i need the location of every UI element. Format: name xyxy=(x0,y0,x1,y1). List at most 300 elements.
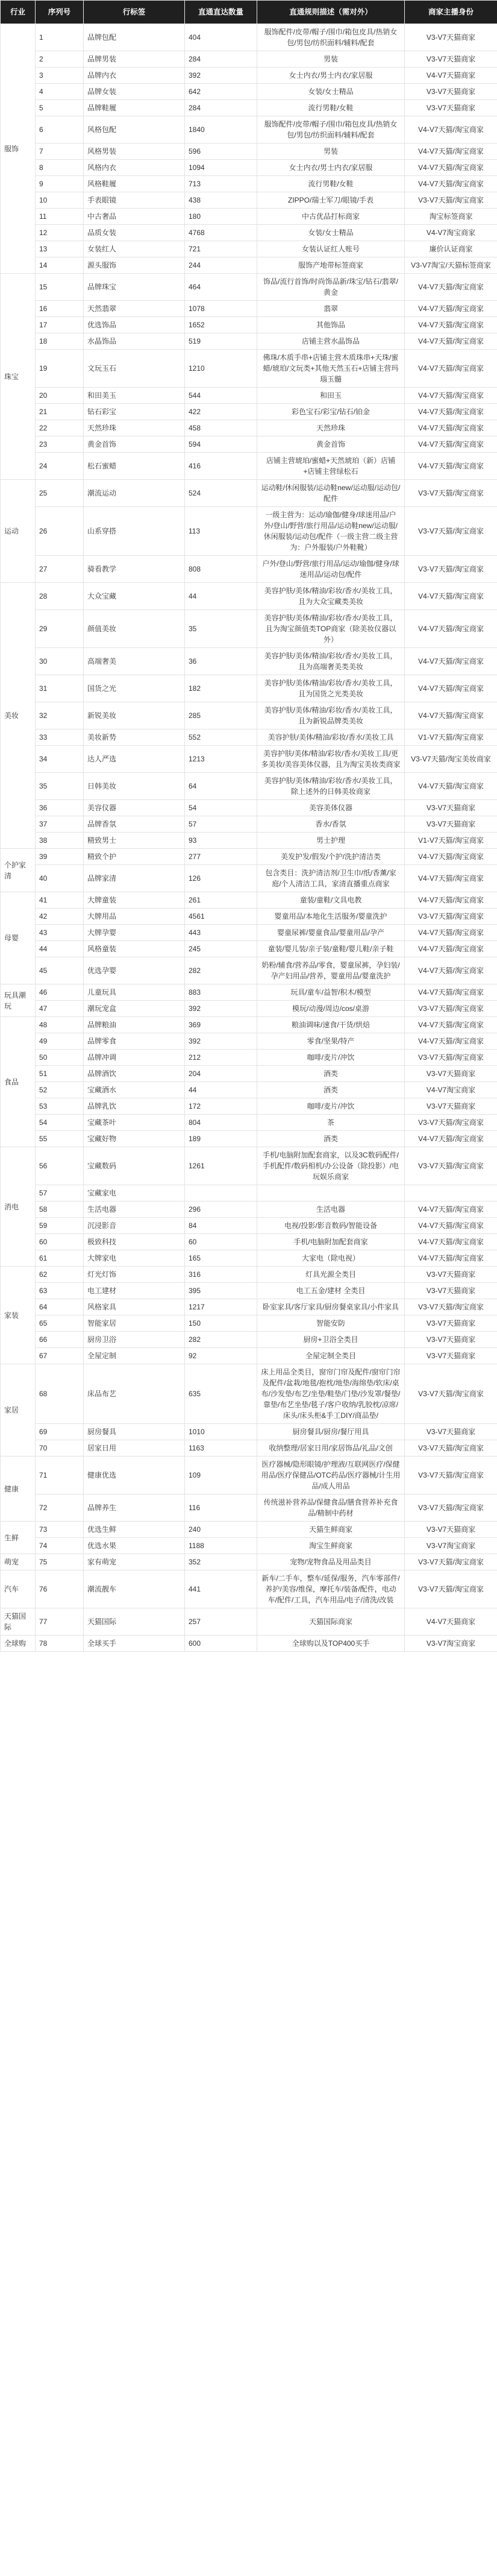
serial-cell: 71 xyxy=(36,1456,84,1494)
table-row xyxy=(1,675,497,702)
serial-cell: 70 xyxy=(36,1440,84,1456)
count-cell: 261 xyxy=(185,892,257,909)
serial-cell: 6 xyxy=(36,116,84,143)
rule-cell: 女装认证红人账号 xyxy=(257,241,405,257)
count-cell: 36 xyxy=(185,648,257,675)
role-cell: V4-V7天猫/淘宝商家 xyxy=(405,1131,497,1147)
role-cell: V3-V7淘宝商家 xyxy=(405,1538,497,1554)
industry-cell: 萌宠 xyxy=(1,1554,36,1570)
tag-cell: 山系穿搭 xyxy=(84,507,185,556)
rule-cell: 卧室家具/客厅家具/厨房餐桌家具/小件家具 xyxy=(257,1299,405,1315)
role-cell: V3-V7天猫/淘宝商家 xyxy=(405,1494,497,1522)
tag-cell: 品牌家清 xyxy=(84,865,185,892)
serial-cell: 57 xyxy=(36,1185,84,1201)
serial-cell: 56 xyxy=(36,1147,84,1185)
role-cell: V4-V7天猫/淘宝商家 xyxy=(405,610,497,648)
table-row xyxy=(1,192,497,209)
rule-cell: 和田玉 xyxy=(257,388,405,404)
count-cell: 352 xyxy=(185,1554,257,1570)
role-cell: V3-V7天猫/淘宝商家 xyxy=(405,1299,497,1315)
table-row xyxy=(1,420,497,436)
table-row xyxy=(1,1608,497,1636)
serial-cell: 77 xyxy=(36,1608,84,1636)
serial-cell: 67 xyxy=(36,1348,84,1364)
role-cell: V4-V7天猫/淘宝商家 xyxy=(405,317,497,333)
table-row xyxy=(1,1456,497,1494)
header-tag: 行标签 xyxy=(84,1,185,24)
table-row xyxy=(1,1570,497,1608)
serial-cell: 59 xyxy=(36,1218,84,1234)
rule-cell: 男装 xyxy=(257,143,405,160)
count-cell: 284 xyxy=(185,51,257,68)
role-cell: V4-V7天猫商家 xyxy=(405,68,497,84)
rule-cell: 童装/婴儿装/亲子装/童鞋/婴儿鞋/亲子鞋 xyxy=(257,941,405,957)
count-cell: 116 xyxy=(185,1494,257,1522)
count-cell: 212 xyxy=(185,1050,257,1066)
serial-cell: 66 xyxy=(36,1332,84,1348)
role-cell: V4-V7天猫/淘宝商家 xyxy=(405,176,497,192)
serial-cell: 50 xyxy=(36,1050,84,1066)
table-row xyxy=(1,241,497,257)
tag-cell: 居家日用 xyxy=(84,1440,185,1456)
rule-cell: 天猫生鲜商家 xyxy=(257,1522,405,1538)
count-cell: 277 xyxy=(185,849,257,865)
serial-cell: 37 xyxy=(36,816,84,833)
count-cell: 1094 xyxy=(185,160,257,176)
table-row xyxy=(1,1185,497,1201)
tag-cell: 家有萌宠 xyxy=(84,1554,185,1570)
rule-cell: 一级主营为：运动/瑜伽/健身/球迷用品/户外/登山/野营/旅行用品/运动鞋new/运动服/休闲服装/运动包/配件（一级主营二级主营为：户外服装/户外鞋靴） xyxy=(257,507,405,556)
table-row xyxy=(1,480,497,507)
table-row xyxy=(1,1538,497,1554)
count-cell: 282 xyxy=(185,1332,257,1348)
rule-cell: 美发护发/假发/个护/洗护清洁类 xyxy=(257,849,405,865)
role-cell: V3-V7天猫商家 xyxy=(405,800,497,816)
rule-cell: 美容护肤/美体/精油/彩妆/香水/美妆工具，且为大众宝藏类美妆 xyxy=(257,583,405,610)
tag-cell: 文玩玉石 xyxy=(84,350,185,388)
count-cell: 182 xyxy=(185,675,257,702)
serial-cell: 5 xyxy=(36,100,84,116)
serial-cell: 41 xyxy=(36,892,84,909)
role-cell: V3-V7天猫商家 xyxy=(405,51,497,68)
rule-cell: 收纳整理/居家日用/家居饰品/礼品/文创 xyxy=(257,1440,405,1456)
tag-cell: 和田美玉 xyxy=(84,388,185,404)
rule-cell: 粮油调味/速食/干货/烘焙 xyxy=(257,1017,405,1033)
role-cell: V1-V7天猫/淘宝商家 xyxy=(405,729,497,746)
role-cell: V3-V7天猫/淘宝商家 xyxy=(405,1050,497,1066)
role-cell: V4-V7天猫/淘宝商家 xyxy=(405,583,497,610)
role-cell: V3-V7天猫商家 xyxy=(405,24,497,51)
serial-cell: 68 xyxy=(36,1364,84,1424)
tag-cell: 大众宝藏 xyxy=(84,583,185,610)
rule-cell: 中古优品打标商家 xyxy=(257,209,405,225)
count-cell: 126 xyxy=(185,865,257,892)
rule-cell: 酒类 xyxy=(257,1066,405,1082)
role-cell: V4-V7天猫/淘宝商家 xyxy=(405,436,497,453)
rule-cell: 流行男鞋/女鞋 xyxy=(257,176,405,192)
tag-cell: 品牌零食 xyxy=(84,1033,185,1050)
tag-cell: 中古奢品 xyxy=(84,209,185,225)
serial-cell: 58 xyxy=(36,1201,84,1218)
rule-cell: 奶粉/辅食/营养品/零食，婴童尿裤，孕妇装/孕产妇用品/营养，婴童用品/婴童洗护 xyxy=(257,957,405,984)
tag-cell: 品质女装 xyxy=(84,225,185,241)
role-cell: V4-V7淘宝商家 xyxy=(405,1082,497,1098)
table-row xyxy=(1,1082,497,1098)
rule-cell: 新车/二手车，整车/延保/服务，汽车零部件/养护/美容/维保，摩托车/装备/配件，电动车/配件/工具，汽车用品/电子/清洗/改装 xyxy=(257,1570,405,1608)
count-cell xyxy=(185,1185,257,1201)
serial-cell: 69 xyxy=(36,1424,84,1440)
role-cell: V4-V7天猫/淘宝商家 xyxy=(405,925,497,941)
table-row xyxy=(1,388,497,404)
rule-cell: 美容护肤/美体/精油/彩妆/香水/美妆工具，且为高端奢美类美妆 xyxy=(257,648,405,675)
table-row xyxy=(1,1315,497,1332)
role-cell: V4-V7天猫/淘宝商家 xyxy=(405,274,497,301)
tag-cell: 品牌香氛 xyxy=(84,816,185,833)
count-cell: 92 xyxy=(185,1348,257,1364)
tag-cell: 厨房餐具 xyxy=(84,1424,185,1440)
serial-cell: 35 xyxy=(36,773,84,800)
header-serial: 序列号 xyxy=(36,1,84,24)
tag-cell: 潮流运动 xyxy=(84,480,185,507)
tag-cell: 精致男士 xyxy=(84,833,185,849)
table-row xyxy=(1,1283,497,1299)
rule-cell: ZIPPO/瑞士军刀/眼镜/手表 xyxy=(257,192,405,209)
serial-cell: 38 xyxy=(36,833,84,849)
table-row xyxy=(1,773,497,800)
rule-cell: 女装/女士精品 xyxy=(257,84,405,100)
tag-cell: 天然珍珠 xyxy=(84,420,185,436)
rule-cell: 女士内衣/男士内衣/家居服 xyxy=(257,160,405,176)
count-cell: 519 xyxy=(185,333,257,350)
rule-cell: 美容护肤/美体/精油/彩妆/香水/美妆工具，除上述外的日韩美妆商家 xyxy=(257,773,405,800)
count-cell: 395 xyxy=(185,1283,257,1299)
tag-cell: 钻石彩宝 xyxy=(84,404,185,420)
count-cell: 1188 xyxy=(185,1538,257,1554)
table-row xyxy=(1,746,497,773)
tag-cell: 高端奢美 xyxy=(84,648,185,675)
table-row xyxy=(1,909,497,925)
table-row xyxy=(1,1033,497,1050)
tag-cell: 生活电器 xyxy=(84,1201,185,1218)
rule-cell: 饰品/流行首饰/时尚饰品新/珠宝/钻石/翡翠/黄金 xyxy=(257,274,405,301)
tag-cell: 品牌鞋履 xyxy=(84,100,185,116)
serial-cell: 65 xyxy=(36,1315,84,1332)
serial-cell: 9 xyxy=(36,176,84,192)
role-cell: V4-V7天猫/淘宝商家 xyxy=(405,648,497,675)
rule-cell: 美容美体仪器 xyxy=(257,800,405,816)
industry-cell: 服饰 xyxy=(1,24,36,274)
tag-cell: 手表眼镜 xyxy=(84,192,185,209)
table-row xyxy=(1,24,497,51)
serial-cell: 45 xyxy=(36,957,84,984)
tag-cell: 女装红人 xyxy=(84,241,185,257)
tag-cell: 品牌酒饮 xyxy=(84,1066,185,1082)
count-cell: 204 xyxy=(185,1066,257,1082)
table-body xyxy=(1,24,497,1652)
role-cell: V4-V7天猫/淘宝商家 xyxy=(405,388,497,404)
role-cell: V3-V7天猫商家 xyxy=(405,1424,497,1440)
table-row xyxy=(1,1332,497,1348)
serial-cell: 26 xyxy=(36,507,84,556)
role-cell: V3-V7天猫商家 xyxy=(405,1315,497,1332)
role-cell: V3-V7淘宝/天猫标签商家 xyxy=(405,257,497,274)
rule-cell: 酒类 xyxy=(257,1131,405,1147)
role-cell: V3-V7天猫/淘宝商家 xyxy=(405,1440,497,1456)
table-row xyxy=(1,68,497,84)
rule-cell: 酒类 xyxy=(257,1082,405,1098)
tag-cell: 灯光灯饰 xyxy=(84,1267,185,1283)
table-row xyxy=(1,1131,497,1147)
table-row xyxy=(1,648,497,675)
tag-cell: 宝藏数码 xyxy=(84,1147,185,1185)
rule-cell: 电视/投影/影音数码/智能设备 xyxy=(257,1218,405,1234)
count-cell: 404 xyxy=(185,24,257,51)
count-cell: 524 xyxy=(185,480,257,507)
tag-cell: 优选孕婴 xyxy=(84,957,185,984)
count-cell: 544 xyxy=(185,388,257,404)
rule-cell: 宠物/宠物食品及用品类目 xyxy=(257,1554,405,1570)
rule-cell: 服饰配件/皮带/帽子/围巾/箱包皮具/热销女包/男包/纺织面料/辅料/配套 xyxy=(257,24,405,51)
table-row xyxy=(1,350,497,388)
count-cell: 883 xyxy=(185,984,257,1001)
count-cell: 1163 xyxy=(185,1440,257,1456)
count-cell: 1840 xyxy=(185,116,257,143)
serial-cell: 74 xyxy=(36,1538,84,1554)
count-cell: 245 xyxy=(185,941,257,957)
rule-cell: 玩具/童车/益智/积木/模型 xyxy=(257,984,405,1001)
rule-cell: 黄金首饰 xyxy=(257,436,405,453)
industry-cell: 生鲜 xyxy=(1,1522,36,1554)
role-cell: V3-V7天猫商家 xyxy=(405,1348,497,1364)
serial-cell: 11 xyxy=(36,209,84,225)
tag-cell: 品牌乳饮 xyxy=(84,1098,185,1115)
tag-cell: 健康优选 xyxy=(84,1456,185,1494)
table-row xyxy=(1,1250,497,1267)
role-cell: V3-V7天猫商家 xyxy=(405,816,497,833)
tag-cell: 电工建材 xyxy=(84,1283,185,1299)
tag-cell: 优选饰品 xyxy=(84,317,185,333)
serial-cell: 47 xyxy=(36,1001,84,1017)
tag-cell: 新锐美妆 xyxy=(84,702,185,729)
table-row xyxy=(1,116,497,143)
count-cell: 93 xyxy=(185,833,257,849)
count-cell: 284 xyxy=(185,100,257,116)
rule-cell: 美容护肤/美体/精油/彩妆/香水/美妆工具，且为国货之光类美妆 xyxy=(257,675,405,702)
serial-cell: 10 xyxy=(36,192,84,209)
tag-cell: 品牌男装 xyxy=(84,51,185,68)
tag-cell: 沉浸影音 xyxy=(84,1218,185,1234)
role-cell: V4-V7天猫/淘宝商家 xyxy=(405,160,497,176)
serial-cell: 28 xyxy=(36,583,84,610)
rule-cell: 床上用品全类目，窗帘门帘及配件/窗帘门帘及配件/盆栽/地毯/抱枕/地垫/海绵垫/软床/桌布/沙发垫/布艺/坐垫/鞋垫/门垫/沙发罩/餐垫/靠垫/布艺坐垫/毯子/客户收纳/乳胶枕/凉席/床头/床头柜&手工DIY/商品垫/ xyxy=(257,1364,405,1424)
count-cell: 35 xyxy=(185,610,257,648)
rule-cell: 翡翠 xyxy=(257,301,405,317)
tag-cell: 品牌女装 xyxy=(84,84,185,100)
serial-cell: 75 xyxy=(36,1554,84,1570)
table-row xyxy=(1,453,497,480)
role-cell: V4-V7天猫/淘宝商家 xyxy=(405,404,497,420)
table-row xyxy=(1,1348,497,1364)
tag-cell: 品牌珠宝 xyxy=(84,274,185,301)
table-row xyxy=(1,333,497,350)
count-cell: 1261 xyxy=(185,1147,257,1185)
count-cell: 57 xyxy=(185,816,257,833)
serial-cell: 52 xyxy=(36,1082,84,1098)
serial-cell: 42 xyxy=(36,909,84,925)
table-row xyxy=(1,1554,497,1570)
count-cell: 552 xyxy=(185,729,257,746)
rule-cell: 美容护肤/美体/精油/彩妆/香水/美妆工具，且为新锐品牌类美妆 xyxy=(257,702,405,729)
table-row xyxy=(1,984,497,1001)
serial-cell: 4 xyxy=(36,84,84,100)
role-cell: V3-V7天猫/淘宝美妆商家 xyxy=(405,746,497,773)
rule-cell xyxy=(257,1185,405,1201)
role-cell: V3-V7天猫商家 xyxy=(405,84,497,100)
tag-cell: 风格鞋履 xyxy=(84,176,185,192)
count-cell: 1652 xyxy=(185,317,257,333)
role-cell: V4-V7天猫/淘宝商家 xyxy=(405,143,497,160)
count-cell: 189 xyxy=(185,1131,257,1147)
role-cell: V4-V7天猫/淘宝商家 xyxy=(405,984,497,1001)
role-cell: V4-V7天猫/淘宝商家 xyxy=(405,333,497,350)
tag-cell: 颜值美妆 xyxy=(84,610,185,648)
serial-cell: 54 xyxy=(36,1115,84,1131)
role-cell: 廉价认证商家 xyxy=(405,241,497,257)
count-cell: 64 xyxy=(185,773,257,800)
tag-cell: 儿童玩具 xyxy=(84,984,185,1001)
rule-cell: 童装/童鞋/文具电教 xyxy=(257,892,405,909)
serial-cell: 19 xyxy=(36,350,84,388)
role-cell: V3-V7天猫/淘宝商家 xyxy=(405,1570,497,1608)
role-cell: V3-V7天猫/淘宝商家 xyxy=(405,556,497,583)
count-cell: 458 xyxy=(185,420,257,436)
role-cell: V3-V7天猫/淘宝商家 xyxy=(405,1147,497,1185)
role-cell: V3-V7天猫/淘宝商家 xyxy=(405,909,497,925)
table-row xyxy=(1,941,497,957)
serial-cell: 32 xyxy=(36,702,84,729)
count-cell: 1217 xyxy=(185,1299,257,1315)
table-row xyxy=(1,1001,497,1017)
table-row xyxy=(1,1522,497,1538)
count-cell: 635 xyxy=(185,1364,257,1424)
role-cell: V3-V7天猫商家 xyxy=(405,1522,497,1538)
role-cell: V4-V7天猫/淘宝商家 xyxy=(405,849,497,865)
role-cell: V4-V7天猫/淘宝商家 xyxy=(405,702,497,729)
role-cell: V3-V7天猫/淘宝商家 xyxy=(405,507,497,556)
tag-cell: 风格包配 xyxy=(84,116,185,143)
count-cell: 392 xyxy=(185,68,257,84)
rule-cell: 医疗器械/隐形眼镜/护理液/互联网医疗/保健用品/医疗保健品/OTC药品/医疗器械/计生用品/成人用品 xyxy=(257,1456,405,1494)
count-cell: 804 xyxy=(185,1115,257,1131)
serial-cell: 48 xyxy=(36,1017,84,1033)
table-row xyxy=(1,1218,497,1234)
count-cell: 4561 xyxy=(185,909,257,925)
table-row xyxy=(1,729,497,746)
serial-cell: 49 xyxy=(36,1033,84,1050)
serial-cell: 46 xyxy=(36,984,84,1001)
serial-cell: 15 xyxy=(36,274,84,301)
table-row xyxy=(1,225,497,241)
tag-cell: 智能家居 xyxy=(84,1315,185,1332)
serial-cell: 27 xyxy=(36,556,84,583)
table-row xyxy=(1,143,497,160)
table-row xyxy=(1,1440,497,1456)
table-row xyxy=(1,100,497,116)
serial-cell: 24 xyxy=(36,453,84,480)
tag-cell: 源头服饰 xyxy=(84,257,185,274)
rule-cell: 彩色宝石/彩宝/钻石/铂金 xyxy=(257,404,405,420)
count-cell: 713 xyxy=(185,176,257,192)
role-cell: V3-V7天猫/淘宝商家 xyxy=(405,1456,497,1494)
rule-cell: 模玩/动漫/周边/cos/桌游 xyxy=(257,1001,405,1017)
rule-cell: 男士护理 xyxy=(257,833,405,849)
rule-cell: 传统滋补营养品/保健食品/膳食营养补充食品/精制中药材 xyxy=(257,1494,405,1522)
tag-cell: 天然翡翠 xyxy=(84,301,185,317)
tag-cell: 风格男装 xyxy=(84,143,185,160)
industry-cell: 食品 xyxy=(1,1017,36,1147)
count-cell: 44 xyxy=(185,1082,257,1098)
rule-cell: 手机/电脑附加配套商家，以及3C数码配件/手机配件/数码相机/办公设备（除投影）/电玩娱乐商家 xyxy=(257,1147,405,1185)
count-cell: 392 xyxy=(185,1001,257,1017)
tag-cell: 宝藏茶叶 xyxy=(84,1115,185,1131)
tag-cell: 大牌童装 xyxy=(84,892,185,909)
count-cell: 172 xyxy=(185,1098,257,1115)
count-cell: 1213 xyxy=(185,746,257,773)
table-row xyxy=(1,209,497,225)
tag-cell: 品牌粮油 xyxy=(84,1017,185,1033)
industry-cell: 家居 xyxy=(1,1364,36,1456)
rule-cell: 零食/坚果/特产 xyxy=(257,1033,405,1050)
count-cell: 150 xyxy=(185,1315,257,1332)
table-row xyxy=(1,1050,497,1066)
table-row xyxy=(1,610,497,648)
count-cell: 721 xyxy=(185,241,257,257)
table-row xyxy=(1,1267,497,1283)
tag-cell: 国货之光 xyxy=(84,675,185,702)
serial-cell: 36 xyxy=(36,800,84,816)
industry-cell: 全球购 xyxy=(1,1636,36,1652)
rule-cell: 香水/香氛 xyxy=(257,816,405,833)
tag-cell: 床品布艺 xyxy=(84,1364,185,1424)
table-row xyxy=(1,1494,497,1522)
role-cell: V4-V7天猫/淘宝商家 xyxy=(405,941,497,957)
serial-cell: 8 xyxy=(36,160,84,176)
tag-cell: 品牌冲调 xyxy=(84,1050,185,1066)
rule-cell: 茶 xyxy=(257,1115,405,1131)
rule-cell: 女士内衣/男士内衣/家居服 xyxy=(257,68,405,84)
table-row xyxy=(1,1066,497,1082)
industry-cell: 汽车 xyxy=(1,1570,36,1608)
tag-cell: 日韩美妆 xyxy=(84,773,185,800)
serial-cell: 73 xyxy=(36,1522,84,1538)
rule-cell: 美容护肤/美体/精油/彩妆/香水/美妆工具 xyxy=(257,729,405,746)
serial-cell: 44 xyxy=(36,941,84,957)
rule-cell: 包含类目：洗护清洁剂/卫生巾/纸/香薰/家庭/个人清洁工具，家清直播重点商家 xyxy=(257,865,405,892)
header-rule: 直通规则描述（需对外） xyxy=(257,1,405,24)
table-row xyxy=(1,436,497,453)
count-cell: 594 xyxy=(185,436,257,453)
count-cell: 600 xyxy=(185,1636,257,1652)
tag-cell: 风格内衣 xyxy=(84,160,185,176)
table-header-row xyxy=(1,1,497,24)
rule-cell: 厨房餐具/厨房/餐厅用具 xyxy=(257,1424,405,1440)
table-row xyxy=(1,1147,497,1185)
serial-cell: 34 xyxy=(36,746,84,773)
rule-cell: 厨房+卫浴全类目 xyxy=(257,1332,405,1348)
table-row xyxy=(1,583,497,610)
serial-cell: 16 xyxy=(36,301,84,317)
serial-cell: 31 xyxy=(36,675,84,702)
